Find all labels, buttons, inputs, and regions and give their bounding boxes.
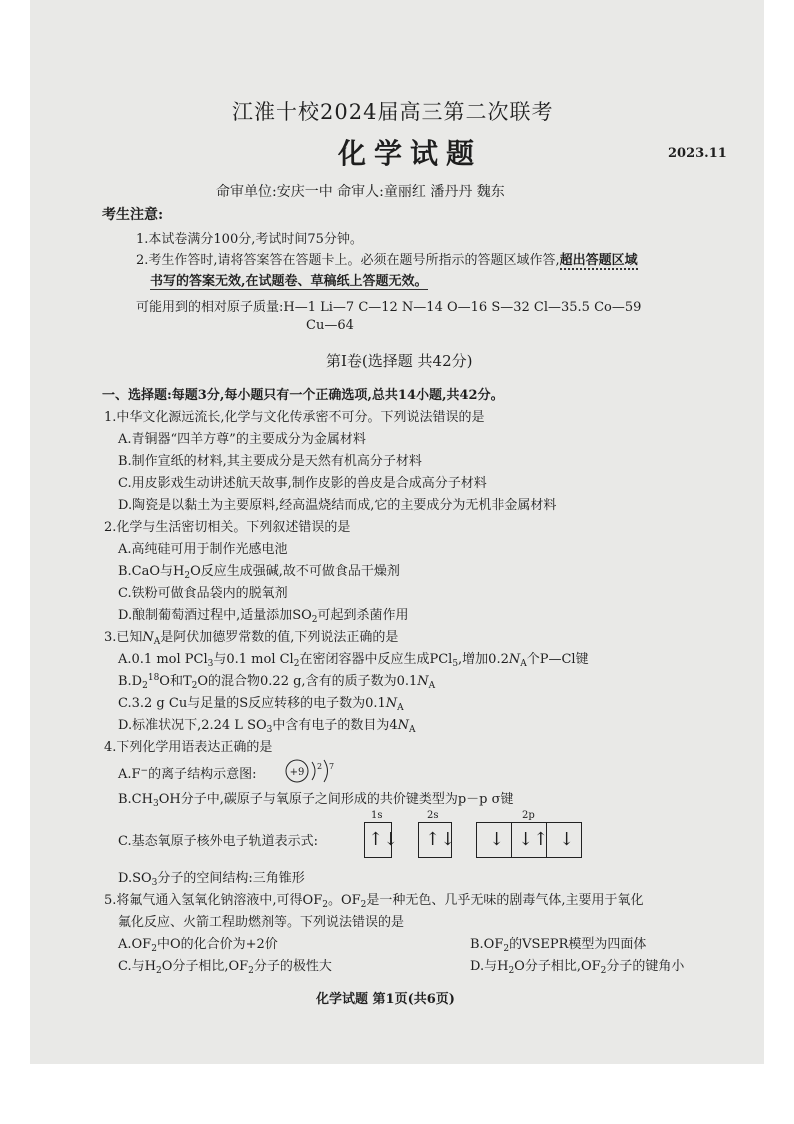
q5-s2: 。OF <box>327 893 361 908</box>
q2-d-part1: D.酿制葡萄酒过程中,适量添加SO <box>118 608 312 623</box>
arrow-down-icon: ↓ <box>489 829 505 850</box>
orbital-label-1s: 1s <box>371 810 383 821</box>
orbital-box-2p <box>476 822 582 858</box>
notice-item-2-line2: 书写的答案无效,在试题卷、草稿纸上答题无效。 <box>150 270 428 290</box>
q2-option-c: C.铁粉可做食品袋内的脱氧剂 <box>118 586 288 601</box>
notice-item-1: 1.本试卷满分100分,考试时间75分钟。 <box>136 232 363 247</box>
orbital-label-2p: 2p <box>522 810 535 821</box>
arrow-up-down-icon: ↑↓ <box>368 829 399 850</box>
q3-b-na-sub: A <box>428 681 436 691</box>
q3-a-s3: 3 <box>207 659 214 669</box>
q4-option-c: C.基态氧原子核外电子轨道表示式: <box>118 834 318 849</box>
atomic-masses: 可能用到的相对原子质量:H—1 Li—7 C—12 N—14 O—16 S—32 Cl—35.5 Co—59 <box>136 300 642 315</box>
q5-c-sub1: 2 <box>155 966 162 976</box>
q4-d-2: 分子的空间结构:三角锥形 <box>157 871 305 886</box>
q5-c-2: O分子相比,OF <box>161 959 249 974</box>
q3-d-na: N <box>397 718 410 733</box>
q4-d-s3: 3 <box>151 878 158 888</box>
q3-b-2: O和T <box>159 674 192 689</box>
q5-c-3: 分子的极性大 <box>253 959 332 974</box>
section-instruction: 一、选择题:每题3分,每小题只有一个正确选项,总共14小题,共42分。 <box>102 388 504 403</box>
q3-option-c <box>118 692 404 713</box>
q5-stem-line2: 氟化反应、火箭工程助燃剂等。下列说法错误的是 <box>118 915 405 930</box>
orbital-cell <box>365 823 399 857</box>
q3-na-sub: A <box>153 637 161 647</box>
q2-option-a: A.高纯硅可用于制作光感电池 <box>118 542 288 557</box>
notice-item-2-text: 2.考生作答时,请将答案答在答题卡上。必须在题号所指示的答题区域作答, <box>136 253 560 268</box>
exam-page <box>30 0 764 1064</box>
q2-option-d <box>118 604 409 625</box>
orbital-cell <box>547 823 581 857</box>
q1-stem: 1.中华文化源远流长,化学与文化传承密不可分。下列说法错误的是 <box>104 410 485 425</box>
q5-a-1: A.OF <box>118 937 152 952</box>
q3-stem-part2: 是阿伏加德罗常数的值,下列说法正确的是 <box>160 630 399 645</box>
q3-na: N <box>142 630 154 645</box>
q4-b-1: B.CH <box>118 792 153 807</box>
q1-option-a: A.青铜器“四羊方尊”的主要成分为金属材料 <box>118 432 366 447</box>
q4-option-d <box>118 867 305 888</box>
exam-title-line: 江淮十校2024届高三第二次联考 <box>232 100 554 124</box>
arrow-down-up-icon: ↓↑ <box>518 829 549 850</box>
q3-a-s2: 2 <box>293 659 300 669</box>
q5-option-d <box>470 955 684 976</box>
orbital-box-1s <box>364 822 399 858</box>
q5-s3: 是一种无色、几乎无味的剧毒气体,主要用于氧化 <box>366 893 644 908</box>
q3-b-s2: 2 <box>142 681 148 691</box>
orbital-label-2s: 2s <box>427 810 439 821</box>
q1-option-b: B.制作宣纸的材料,其主要成分是天然有机高分子材料 <box>118 454 422 469</box>
q2-b-sub: 2 <box>184 571 191 581</box>
q3-option-b <box>118 670 435 691</box>
q5-b-1: B.OF <box>470 937 504 952</box>
q3-a-s5: 5 <box>452 659 459 669</box>
q3-a-3: 在密闭容器中反应生成PCl <box>299 652 453 667</box>
q2-option-b <box>118 560 400 581</box>
q1-option-c: C.用皮影戏生动讲述航天故事,制作皮影的兽皮是合成高分子材料 <box>118 476 487 491</box>
q3-a-2: 与0.1 mol Cl <box>213 652 294 667</box>
q3-a-na: N <box>508 652 521 667</box>
q5-d-1: D.与H <box>470 959 509 974</box>
q3-b-1: B.D <box>118 674 143 689</box>
q5-option-b <box>470 933 646 954</box>
q5-a-2: 中O的化合价为+2价 <box>156 937 278 952</box>
shell-1-count: 2 <box>317 762 323 771</box>
nucleus-charge: +9 <box>289 767 305 778</box>
q5-d-sub2: 2 <box>600 966 607 976</box>
notice-item-2-emphasis: 超出答题区域 <box>559 253 638 268</box>
arrow-down-icon: ↓ <box>559 829 575 850</box>
q5-b-2: 的VSEPR模型为四面体 <box>509 937 647 952</box>
q4-b-s3: 3 <box>152 799 159 809</box>
q4-a-sup: − <box>140 766 149 776</box>
atomic-masses-cont: Cu—64 <box>306 318 354 333</box>
page-footer: 化学试题 第1页(共6页) <box>316 992 455 1007</box>
q3-a-5: 个P—Cl键 <box>526 652 589 667</box>
q2-b-part2: O反应生成强碱,故不可做食品干燥剂 <box>190 564 400 579</box>
q5-stem <box>104 889 644 910</box>
arrow-up-down-icon: ↑↓ <box>425 829 456 850</box>
q5-sub1: 2 <box>322 900 328 910</box>
orbital-box-2s <box>418 822 456 858</box>
q3-b-sup18: 18 <box>147 673 160 683</box>
q5-c-1: C.与H <box>118 959 156 974</box>
q4-d-1: D.SO <box>118 871 152 886</box>
orbital-cell <box>419 823 456 857</box>
orbital-cell <box>512 823 547 857</box>
q4-a-1: A.F <box>118 767 141 782</box>
q3-a-1: A.0.1 mol PCl <box>118 652 208 667</box>
q1-option-d: D.陶瓷是以黏土为主要原料,经高温烧结而成,它的主要成分为无机非金属材料 <box>118 498 557 513</box>
authors-line: 命审单位:安庆一中 命审人:童丽红 潘丹丹 魏东 <box>216 184 505 200</box>
notice-title: 考生注意: <box>102 207 164 223</box>
q3-b-3: O的混合物0.22 g,含有的质子数为0.1 <box>197 674 418 689</box>
q5-a-sub: 2 <box>151 944 157 954</box>
q5-s1: 5.将氟气通入氢氧化钠溶液中,可得OF <box>104 893 323 908</box>
q5-c-sub2: 2 <box>248 966 254 976</box>
q3-a-na-sub: A <box>520 659 527 669</box>
orbital-cell <box>477 823 512 857</box>
shell-2-count: 7 <box>329 762 335 771</box>
q4-option-a <box>118 763 256 782</box>
q3-c-na: N <box>385 696 398 711</box>
q5-sub2: 2 <box>360 900 367 910</box>
q2-stem: 2.化学与生活密切相关。下列叙述错误的是 <box>104 520 351 535</box>
q3-stem-part1: 3.已知 <box>104 630 143 645</box>
q3-d-na-sub: A <box>409 725 416 735</box>
q5-option-a <box>118 933 278 954</box>
q3-c-na-sub: A <box>397 703 404 713</box>
q3-a-4: ,增加0.2 <box>458 652 509 667</box>
fluoride-ion-diagram <box>284 758 340 784</box>
q3-option-d <box>118 714 416 735</box>
q3-c-1: C.3.2 g Cu与足量的S反应转移的电子数为0.1 <box>118 696 386 711</box>
q2-b-part1: B.CaO与H <box>118 564 185 579</box>
q5-d-2: O分子相比,OF <box>514 959 601 974</box>
q2-d-sub: 2 <box>311 615 318 625</box>
q4-a-2: 的离子结构示意图: <box>148 767 257 782</box>
section-title: 第Ⅰ卷(选择题 共42分) <box>326 352 473 370</box>
q4-stem: 4.下列化学用语表达正确的是 <box>104 740 273 755</box>
q2-d-part2: 可起到杀菌作用 <box>317 608 409 623</box>
q4-b-2: OH分子中,碳原子与氧原子之间形成的共价键类型为p－p σ键 <box>158 792 514 807</box>
q3-b-s2b: 2 <box>191 681 198 691</box>
q3-stem <box>104 626 398 647</box>
q4-option-b <box>118 788 514 809</box>
exam-date: 2023.11 <box>668 146 727 161</box>
subject-title: 化学试题 <box>338 137 483 170</box>
q5-d-sub1: 2 <box>508 966 515 976</box>
q3-b-na: N <box>417 674 429 689</box>
q3-d-s3: 3 <box>266 725 273 735</box>
q3-d-1: D.标准状况下,2.24 L SO <box>118 718 267 733</box>
q3-option-a <box>118 648 589 669</box>
q3-d-2: 中含有电子的数目为4 <box>272 718 398 733</box>
notice-item-2 <box>136 249 638 268</box>
q5-option-c <box>118 955 332 976</box>
q5-b-sub: 2 <box>503 944 510 954</box>
q5-d-3: 分子的键角小 <box>606 959 685 974</box>
